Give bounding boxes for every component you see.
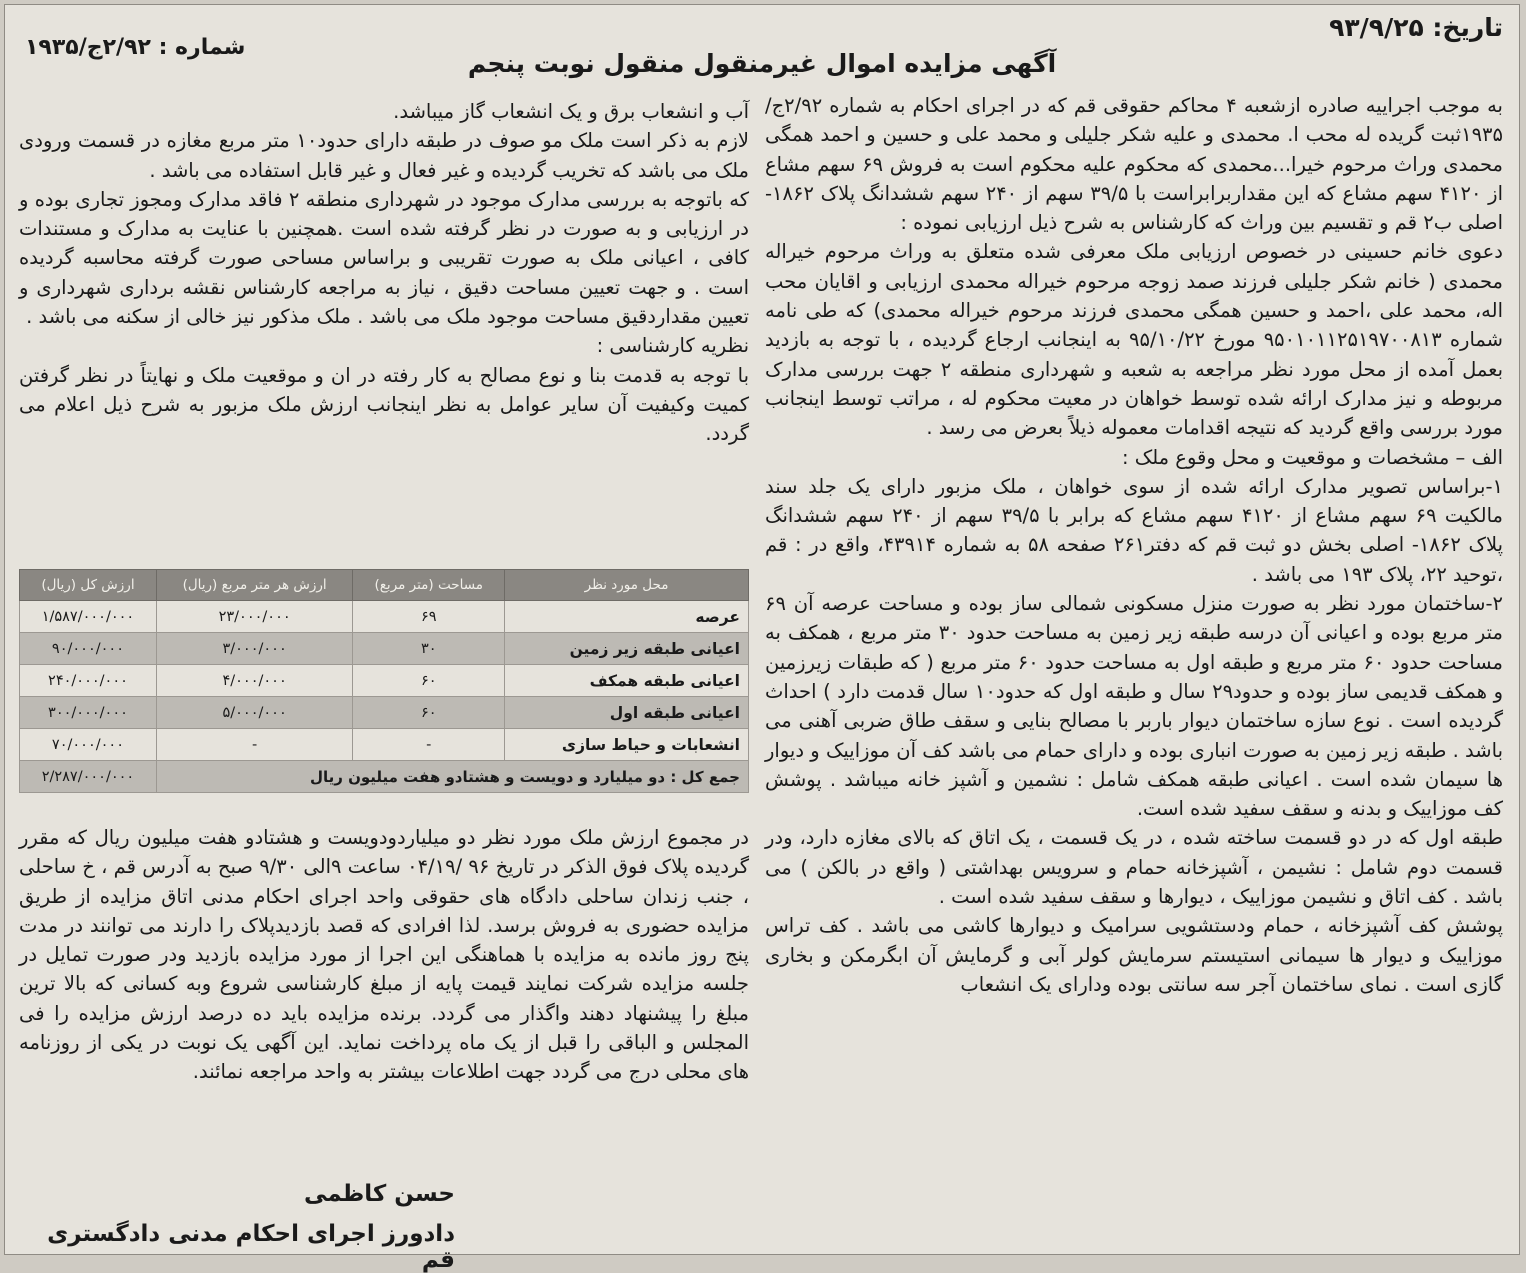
item-area: - xyxy=(353,729,505,761)
closing-paragraph: در مجموع ارزش ملک مورد نظر دو میلیاردودویست و هشتادو هفت میلیون ریال که مقرر گردیده پلاک فوق الذکر در تاریخ ۹۶ /۰۴/۱۹ ساعت ۹الی ۹/۳۰ صبح به آدرس قم ، خ ساحلی ، جنب زندان ساحلی دادگاه های حقوقی واحد اجرای احکام مدنی اتاق مزایده از طریق مزایده حضوری به فروش برسد. لذا افرادی که قصد بازدیدپلاک را دارند می توانند در مدت پنج روز مانده به مزایده با هماهنگی این اجرا از مورد مزایده بازدید ودر صورت تمایل در جلسه مزایده شرکت نمایند قیمت پایه از مبلغ کارشناسی شروع وبه کسانی که بالا ترین مبلغ را پیشنهاد دهند واگذار می گردد. برنده مزایده باید ده درصد ارزش مزایده را فی المجلس و الباقی را قبل از یک ماه پرداخت نماید. این آگهی یک نوبت در یکی از روزنامه های محلی درج می گردد جهت اطلاعات بیشتر به واحد مراجعه نمائند. xyxy=(19,826,749,1084)
column-header: مساحت (متر مربع) xyxy=(353,570,505,601)
item-name: اعیانی طبقه همکف xyxy=(505,665,749,697)
total-value: ۲/۲۸۷/۰۰۰/۰۰۰ xyxy=(20,761,157,793)
paragraph: با توجه به قدمت بنا و نوع مصالح به کار رفته در ان و موقعیت ملک و نهایتاً در نظر گرفتن کمیت وکیفیت آن سایر عوامل به نظر اینجانب ارزش ملک مزبور به شرح ذیل اعلام می گردد. xyxy=(19,363,749,446)
item-total-value: ۹۰/۰۰۰/۰۰۰ xyxy=(20,633,157,665)
left-column-bottom xyxy=(19,823,749,1087)
paragraph: طبقه اول که در دو قسمت ساخته شده ، در یک قسمت ، یک اتاق که بالای مغازه دارد، ودر قسمت دوم شامل : نشیمن ، آشپزخانه حمام و سرویس بهداشتی ( واقع در بالکن ) می باشد . کف اتاق و نشیمن موزاییک ، دیوارها و سقف سفید شده است . xyxy=(765,826,1503,909)
item-name: انشعابات و حیاط سازی xyxy=(505,729,749,761)
notice-date: تاریخ: ۹۳/۹/۲۵ xyxy=(1329,13,1503,42)
table-row xyxy=(20,601,749,633)
table-row xyxy=(20,697,749,729)
item-name: عرصه xyxy=(505,601,749,633)
item-total-value: ۷۰/۰۰۰/۰۰۰ xyxy=(20,729,157,761)
item-area: ۶۹ xyxy=(353,601,505,633)
right-column xyxy=(765,91,1503,999)
paragraph: لازم به ذکر است ملک مو صوف در طبقه دارای حدود۱۰ متر مربع مغازه در قسمت ورودی ملک می باشد که تخریب گردیده و غیر فعال و غیر قابل استفاده می باشد . xyxy=(19,129,749,182)
paragraph: آب و انشعاب برق و یک انشعاب گاز میباشد. xyxy=(393,100,749,123)
item-unit-value: ۵/۰۰۰/۰۰۰ xyxy=(156,697,352,729)
newspaper-clipping xyxy=(4,4,1520,1273)
paragraph: ۱-براساس تصویر مدارک ارائه شده از سوی خواهان ، ملک مزبور دارای یک جلد سند مالکیت ۶۹ سهم مشاع از ۴۱۲۰ سهم مشاع که برابر با ۳۹/۵ سهم از ۲۴۰ سهم ششدانگ پلاک ۱۸۶۲- اصلی بخش دو ثبت قم که دفتر۲۶۱ صفحه ۵۸ به شماره ۴۳۹۱۴، واقع در : قم ،توحید ۲۲، پلاک ۱۹۳ می باشد . xyxy=(765,474,1504,586)
table-row xyxy=(20,729,749,761)
section-heading: نظریه کارشناسی : xyxy=(596,334,749,358)
total-label: جمع کل : دو میلیارد و دویست و هشتادو هفت میلیون ریال xyxy=(156,761,748,793)
case-number: شماره : ۲/۹۲ج/۱۹۳۵ xyxy=(25,35,246,60)
item-name: اعیانی طبقه زیر زمین xyxy=(505,633,749,665)
paragraph: ۲-ساختمان مورد نظر به صورت منزل مسکونی شمالی ساز بوده و مساحت عرصه آن ۶۹ متر مربع بوده و اعیانی آن درسه طبقه زیر زمین به مساحت حدود ۳۰ متر مربع ، همکف به مساحت حدود ۶۰ متر مربع و طبقه اول به مساحت حدود ۶۰ متر مربع ( که طبقات زیرزمین و همکف قدیمی ساز بوده و حدود۲۹ سال و طبقه اول که حدود۱۰ سال قدمت دارد ) احداث گردیده است . نوع سازه ساختمان دیوار باربر با مصالح بنایی و سقف طاق ضربی آهنی می باشد . طبقه زیر زمین به صورت انباری بوده و دارای حمام می باشد کف آن موزاییک و دیوار ها سیمان شده است . اعیانی طبقه همکف شامل : نشمین و آشپز خانه میباشد . پوشش کف موزاییک و بدنه و سقف سفید شده است. xyxy=(765,592,1503,821)
table-total-row xyxy=(20,761,749,793)
item-total-value: ۲۴۰/۰۰۰/۰۰۰ xyxy=(20,665,157,697)
valuation-table xyxy=(19,569,749,793)
column-header: ارزش هر متر مربع (ریال) xyxy=(156,570,352,601)
header xyxy=(5,11,1519,83)
column-header: ارزش کل (ریال) xyxy=(20,570,157,601)
item-area: ۳۰ xyxy=(353,633,505,665)
item-name: اعیانی طبقه اول xyxy=(505,697,749,729)
signatory-role: دادورز اجرای احکام مدنی دادگستری قم xyxy=(47,1221,455,1273)
item-unit-value: ۴/۰۰۰/۰۰۰ xyxy=(156,665,352,697)
signature-block xyxy=(35,1181,455,1273)
table-header-row xyxy=(20,570,749,601)
section-heading: الف – مشخصات و موقعیت و محل وقوع ملک : xyxy=(1121,445,1503,469)
left-column-top xyxy=(19,97,749,449)
item-total-value: ۱/۵۸۷/۰۰۰/۰۰۰ xyxy=(20,601,157,633)
item-total-value: ۳۰۰/۰۰۰/۰۰۰ xyxy=(20,697,157,729)
item-unit-value: ۲۳/۰۰۰/۰۰۰ xyxy=(156,601,352,633)
column-header: محل مورد نظر xyxy=(505,570,749,601)
paragraph: پوشش کف آشپزخانه ، حمام ودستشویی سرامیک و دیوارها کاشی می باشد . کف تراس موزاییک و دیوار ها سیمانی استیستم سرمایش کولر آبی و گرمایش آن ابگرمکن و بخاری گازی است . نمای ساختمان آجر سه سانتی بوده ودارای یک انشعاب xyxy=(765,914,1503,996)
paragraph: که باتوجه به بررسی مدارک موجود در شهرداری منطقه ۲ فاقد مدارک ومجوز تجاری بوده و در ارزیابی و به صورت در نظر گرفته شده است .همچنین با عنایت به مدارک و مستندات کافی ، اعیانی ملک به صورت تقریبی و براساس مساحی صورت گرفته محاسبه گردیده است . و جهت تعیین مساحت دقیق ، نیاز به مراجعه کارشناس نقشه برداری شهرداری و تعیین مقداردقیق مساحت موجود ملک می باشد . ملک مذکور نیز خالی از سکنه می باشد . xyxy=(19,187,749,329)
item-area: ۶۰ xyxy=(353,665,505,697)
valuation-table-wrapper xyxy=(19,569,749,793)
notice-title: آگهی مزایده اموال غیرمنقول منقول نوبت پنجم xyxy=(467,49,1057,78)
signatory-name: حسن کاظمی xyxy=(303,1181,455,1207)
table-row xyxy=(20,665,749,697)
item-area: ۶۰ xyxy=(353,697,505,729)
item-unit-value: - xyxy=(156,729,352,761)
paragraph: دعوی خانم حسینی در خصوص ارزیابی ملک معرفی شده متعلق به وراث مرحوم خیراله محمدی ( خانم شکر جلیلی فرزند صمد زوجه مرحوم خیراله محمدی ارزیابی و اقایان محب اله، محمد علی ،احمد و حسین همگی محمدی فرزند مرحوم خیراله محمدی) که طی نامه شماره ۹۵۰۱۰۱۱۲۵۱۹۷۰۰۸۱۳ مورخ ۹۵/۱۰/۲۲ به اینجانب ارجاع گردیده ، با توجه به بازدید بعمل آمده از محل مورد نظر مراجعه به شعبه و شهرداری منطقه ۲ جهت بررسی مدارک مربوطه و نیز مدارک ارائه شده توسط خواهان در معیت محکوم له ، مراتب توسط اینجانب مورد بررسی واقع گردید که نتیجه اقدامات معموله ذیلاً بعرض می رسد . xyxy=(765,240,1504,440)
paragraph: به موجب اجراییه صادره ازشعبه ۴ محاکم حقوقی قم که در اجرای احکام به شماره ۲/۹۲ج/۱۹۳۵ثبت گریده له محب ا. محمدی و علیه شکر جلیلی و محمد علی و حسین و احمد همگی محمدی وراث مرحوم خیرا...محمدی که محکوم علیه محکوم است به فروش ۶۹ سهم مشاع از ۴۱۲۰ سهم مشاع که این مقداربرابراست با ۳۹/۵ سهم از ۲۴۰ سهم ششدانگ پلاک ۱۸۶۲- اصلی ب۲ قم و تقسیم بین وراث که کارشناس به شرح ذیل ارزیابی نموده : xyxy=(765,94,1504,235)
table-row xyxy=(20,633,749,665)
item-unit-value: ۳/۰۰۰/۰۰۰ xyxy=(156,633,352,665)
